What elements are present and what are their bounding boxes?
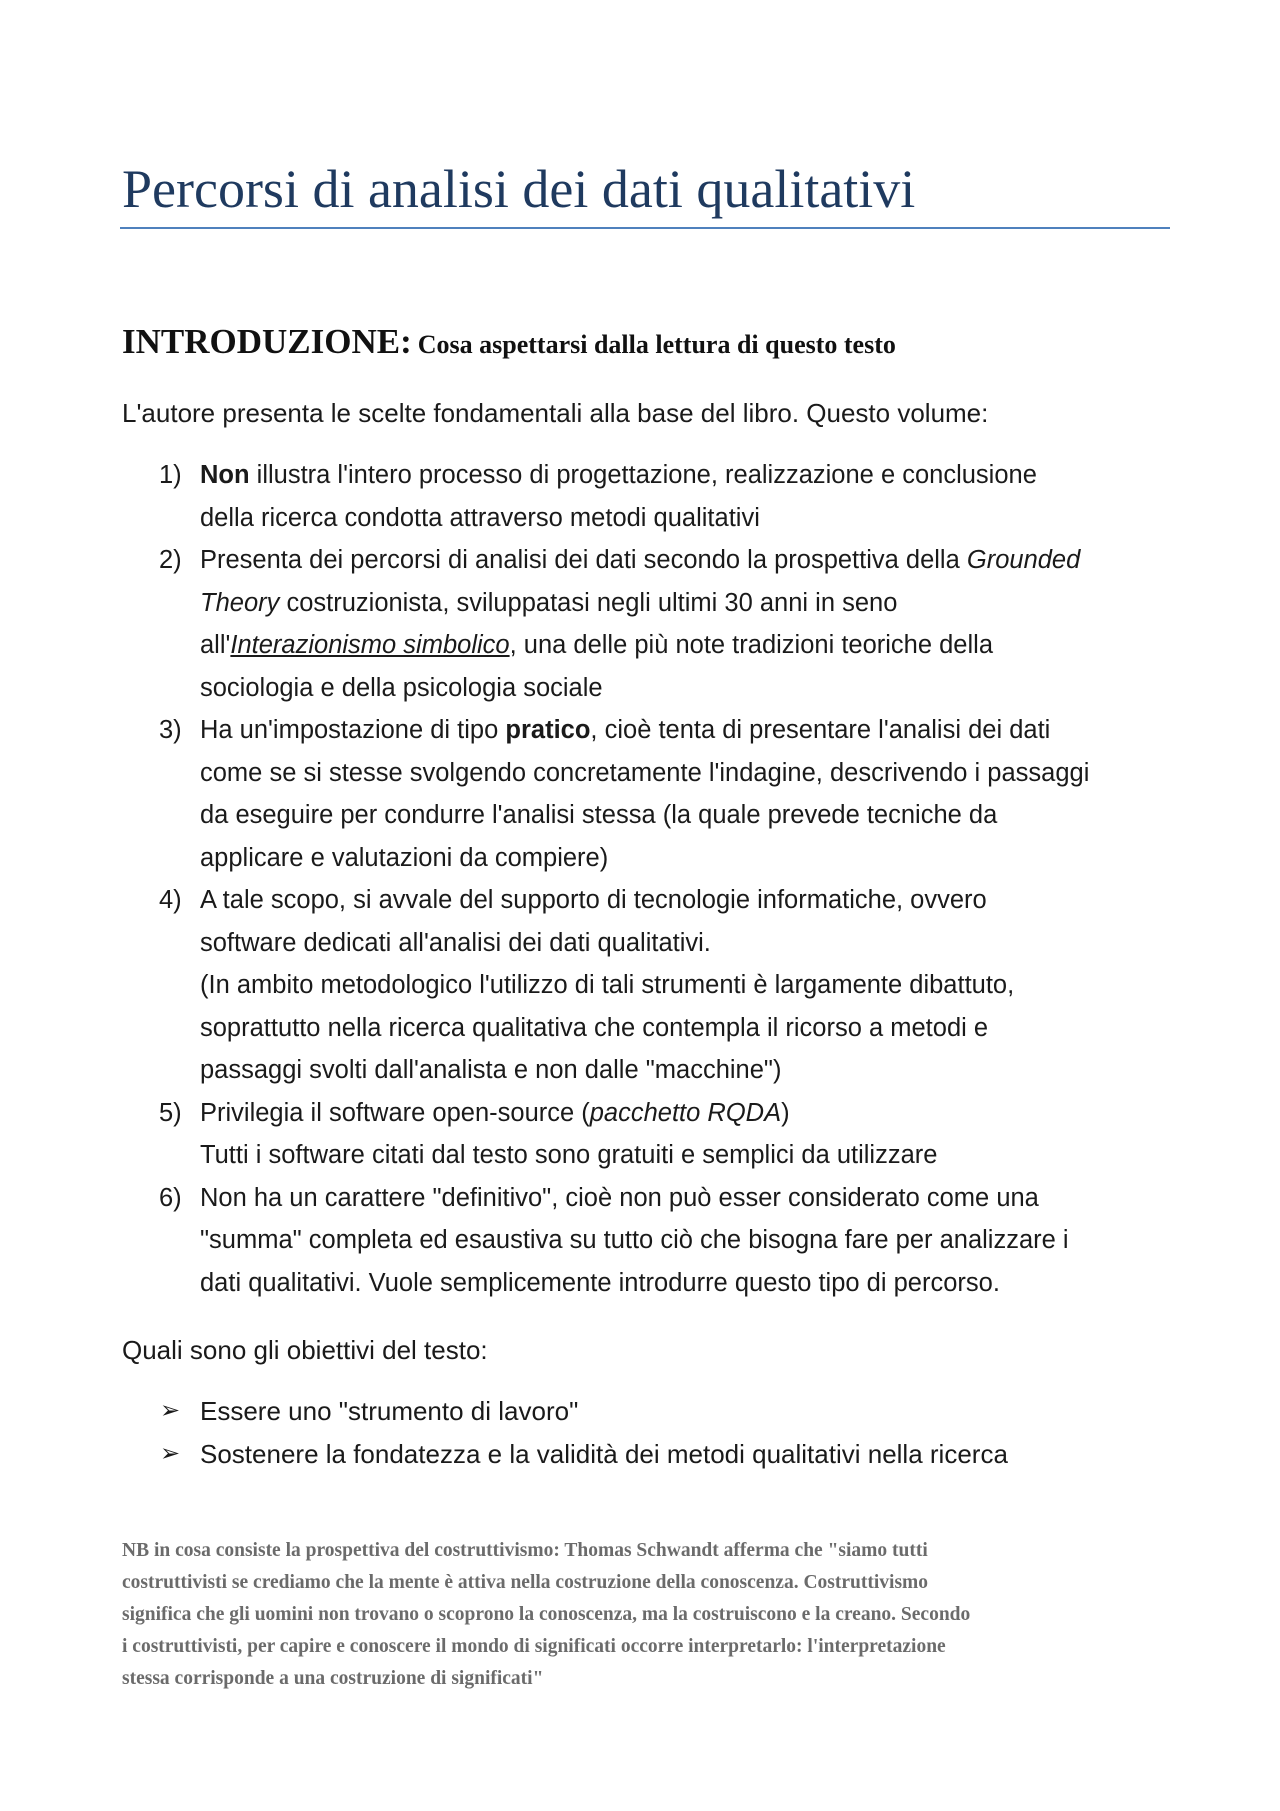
item-line: "summa" completa ed esaustiva su tutto ciò che bisogna fare per analizzare i xyxy=(200,1226,1069,1254)
list-item xyxy=(122,454,1182,539)
list-number: 1) xyxy=(159,461,182,489)
list-number: 3) xyxy=(159,716,182,744)
item-line: applicare e valutazioni da compiere) xyxy=(200,843,609,872)
bold-text: Non xyxy=(200,461,250,489)
item-line: soprattutto nella ricerca qualitativa che contempla il ricorso a metodi e xyxy=(200,1013,989,1042)
heading-subtitle: Cosa aspettarsi dalla lettura di questo testo xyxy=(417,330,896,359)
text-span: all' xyxy=(200,631,231,659)
italic-text: Theory xyxy=(200,588,280,617)
title-divider xyxy=(120,227,1170,229)
text-span: Privilegia il software open-source ( xyxy=(200,1098,590,1127)
list-item xyxy=(122,879,1182,1092)
item-line: dati qualitativi. Vuole semplicemente introdurre questo tipo di percorso. xyxy=(200,1268,1000,1297)
arrow-bullet-icon: ➢ xyxy=(160,1397,181,1424)
note-line: i costruttivisti, per capire e conoscere il mondo di significati occorre interpretarlo: l'interpretazione xyxy=(122,1636,946,1657)
text-span: illustra l'intero processo di progettazione, realizzazione e conclusione xyxy=(249,461,1037,489)
objectives-list xyxy=(122,1390,1008,1475)
text-span: Ha un'impostazione di tipo xyxy=(200,716,506,744)
text-span: , cioè tenta di presentare l'analisi dei dati xyxy=(590,716,1051,744)
objective-text: Essere uno "strumento di lavoro" xyxy=(200,1396,579,1426)
list-item xyxy=(122,1433,1008,1476)
list-item xyxy=(122,1390,1008,1433)
item-line: (In ambito metodologico l'utilizzo di tali strumenti è largamente dibattuto, xyxy=(200,971,1015,999)
document-title: Percorsi di analisi dei dati qualitativi xyxy=(122,159,916,219)
list-number: 4) xyxy=(159,886,182,914)
objective-text: Sostenere la fondatezza e la validità dei metodi qualitativi nella ricerca xyxy=(200,1438,1008,1469)
bold-text: pratico xyxy=(505,716,591,744)
item-line: Non ha un carattere "definitivo", cioè non può esser considerato come una xyxy=(200,1183,1039,1212)
text-span: Presenta dei percorsi di analisi dei dati secondo la prospettiva della xyxy=(200,546,967,574)
italic-text: pacchetto RQDA xyxy=(589,1098,782,1127)
item-line: sociologia e della psicologia sociale xyxy=(200,673,603,702)
item-line xyxy=(200,709,1182,752)
nb-note xyxy=(122,1535,1182,1695)
intro-paragraph: L'autore presenta le scelte fondamentali alla base del libro. Questo volume: xyxy=(122,398,989,428)
item-line: software dedicati all'analisi dei dati qualitativi. xyxy=(200,928,711,957)
item-line: A tale scopo, si avvale del supporto di tecnologie informatiche, ovvero xyxy=(200,886,987,914)
item-line xyxy=(200,454,1182,497)
note-line: stessa corrisponde a una costruzione di significati" xyxy=(122,1668,544,1689)
interazionismo-link[interactable]: Interazionismo simbolico xyxy=(230,631,510,659)
note-line: costruttivisti se crediamo che la mente è attiva nella costruzione della conoscenza. Costruttivismo xyxy=(122,1572,929,1593)
text-span: ) xyxy=(781,1098,790,1127)
list-number: 5) xyxy=(159,1098,182,1127)
objectives-label: Quali sono gli obiettivi del testo: xyxy=(122,1335,488,1365)
item-line: Tutti i software citati dal testo sono gratuiti e semplici da utilizzare xyxy=(200,1141,938,1169)
item-line xyxy=(200,624,1182,667)
heading-main: INTRODUZIONE: xyxy=(122,322,412,361)
note-line: NB in cosa consiste la prospettiva del costruttivismo: Thomas Schwandt afferma che "siamo tutti xyxy=(122,1540,928,1561)
list-item xyxy=(122,709,1182,879)
text-span: costruzionista, sviluppatasi negli ultimi 30 anni in seno xyxy=(279,588,898,617)
arrow-bullet-icon: ➢ xyxy=(160,1439,181,1467)
item-line xyxy=(200,539,1182,582)
item-line: da eseguire per condurre l'analisi stessa (la quale prevede tecniche da xyxy=(200,801,998,829)
section-heading xyxy=(122,322,896,362)
text-span: , una delle più note tradizioni teoriche della xyxy=(509,631,993,659)
note-line: significa che gli uomini non trovano o scoprono la conoscenza, ma la costruiscono e la creano. Secondo xyxy=(122,1604,971,1625)
features-list xyxy=(122,454,1182,1304)
item-line xyxy=(200,582,1182,625)
italic-text: Grounded xyxy=(966,546,1081,574)
list-number: 2) xyxy=(159,546,182,574)
item-line: come se si stesse svolgendo concretamente l'indagine, descrivendo i passaggi xyxy=(200,758,1090,787)
list-item xyxy=(122,539,1182,709)
item-line xyxy=(200,1092,1182,1135)
item-line: passaggi svolti dall'analista e non dalle "macchine") xyxy=(200,1056,782,1084)
item-line: della ricerca condotta attraverso metodi qualitativi xyxy=(200,503,760,532)
list-item xyxy=(122,1092,1182,1177)
list-number: 6) xyxy=(159,1183,182,1212)
list-item xyxy=(122,1177,1182,1305)
